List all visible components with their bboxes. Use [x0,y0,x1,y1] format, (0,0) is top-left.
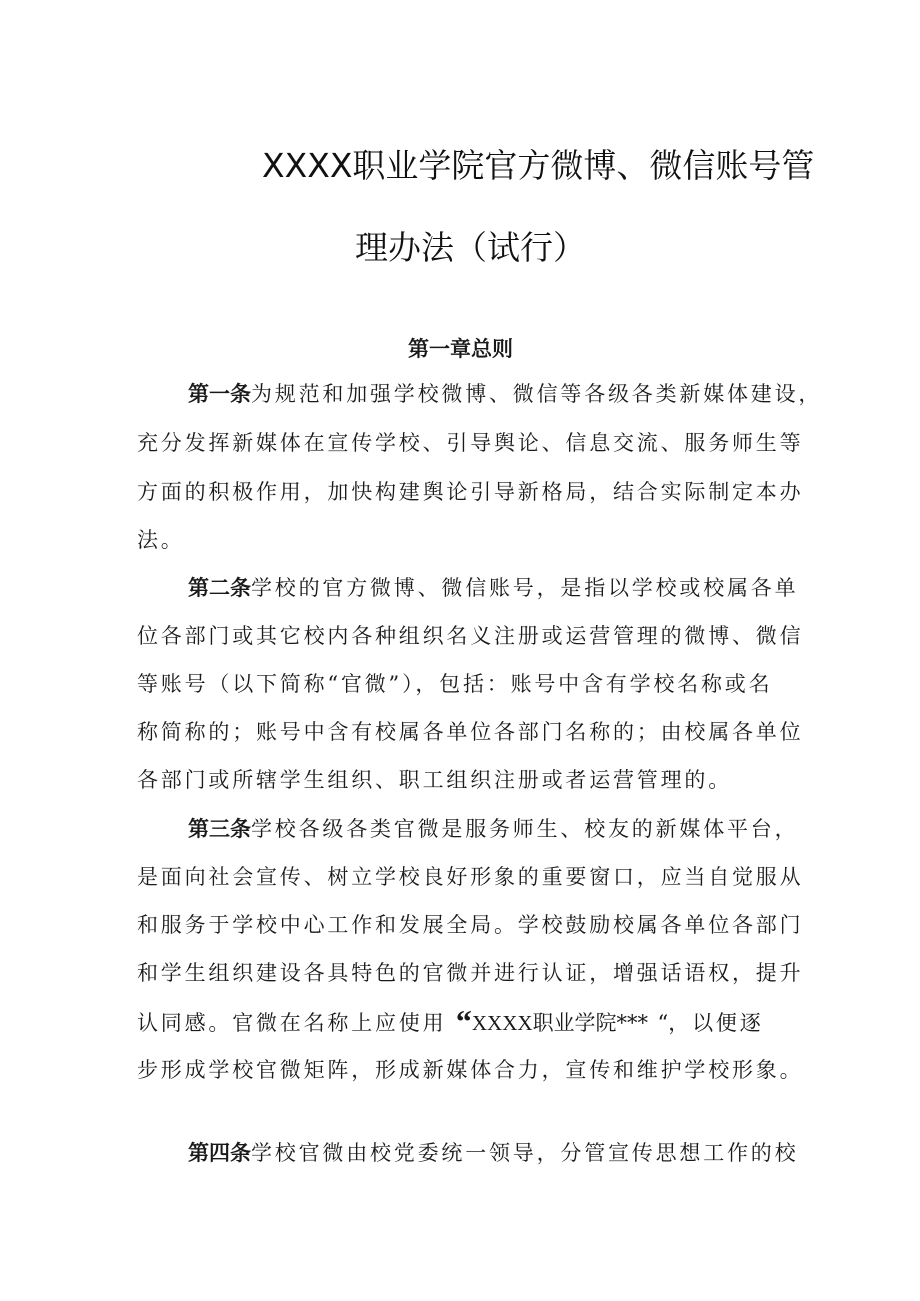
article-3-line-5 [137,1003,764,1039]
article-2-line-2: 位各部门或其它校内各种组织名义注册或运营管理的微博、微信 [137,624,804,648]
close-quote: “ [657,1011,669,1035]
article-2-line-1 [188,573,798,603]
article-3-line-3: 和服务于学校中心工作和发展全局。学校鼓励校属各单位各部门 [137,913,804,937]
article-1-line-2: 充分发挥新媒体在宣传学校、引导舆论、信息交流、服务师生等 [137,431,804,455]
article-3-line-2: 是面向社会宣传、树立学校良好形象的重要窗口，应当自觉服从 [137,865,804,889]
chapter-heading: 第一章总则 [408,337,513,361]
article-1-line-4: 法。 [137,528,185,552]
article-4-line-1 [188,1138,798,1168]
school-name-latin: XXXX [471,1011,533,1035]
article-3-line-5-after: ，以便逐 [668,1011,764,1035]
article-3-label: 第三条 [188,817,251,841]
document-title-line-2: 理办法（试行） [355,228,586,267]
article-1-line-3: 方面的积极作用，加快构建舆论引导新格局，结合实际制定本办 [137,480,804,504]
article-4-label: 第四条 [188,1141,251,1165]
article-2-line-4: 称简称的；账号中含有校属各单位各部门名称的；由校属各单位 [137,720,804,744]
article-3-text: 学校各级各类官微是服务师生、校友的新媒体平台， [251,817,799,841]
document-title-line-1: XXXX职业学院官方微博、微信账号管 [262,146,815,185]
article-2-label: 第二条 [188,576,251,600]
article-3-line-4: 和学生组织建设各具特色的官微并进行认证，增强话语权，提升 [137,961,804,985]
article-2-text: 学校的官方微博、微信账号，是指以学校或校属各单 [251,576,799,600]
article-3-line-5-before: 认同感。官微在名称上应使用 [137,1011,447,1035]
school-name-cn: 职业学院*** [532,1011,649,1035]
article-1-label: 第一条 [188,382,251,406]
article-1-line-1 [188,379,822,409]
article-1-text: 为规范和加强学校微博、微信等各级各类新媒体建设， [251,382,823,406]
article-4-text: 学校官微由校党委统一领导，分管宣传思想工作的校 [251,1141,799,1165]
open-quote: “ [455,1003,472,1039]
article-2-line-5: 各部门或所辖学生组织、职工组织注册或者运营管理的。 [137,768,732,792]
article-3-line-6: 步形成学校官微矩阵，形成新媒体合力，宣传和维护学校形象。 [137,1058,804,1082]
article-3-line-1 [188,814,798,844]
article-2-line-3: 等账号（以下简称“官微”），包括：账号中含有学校名称或名 [137,672,773,696]
